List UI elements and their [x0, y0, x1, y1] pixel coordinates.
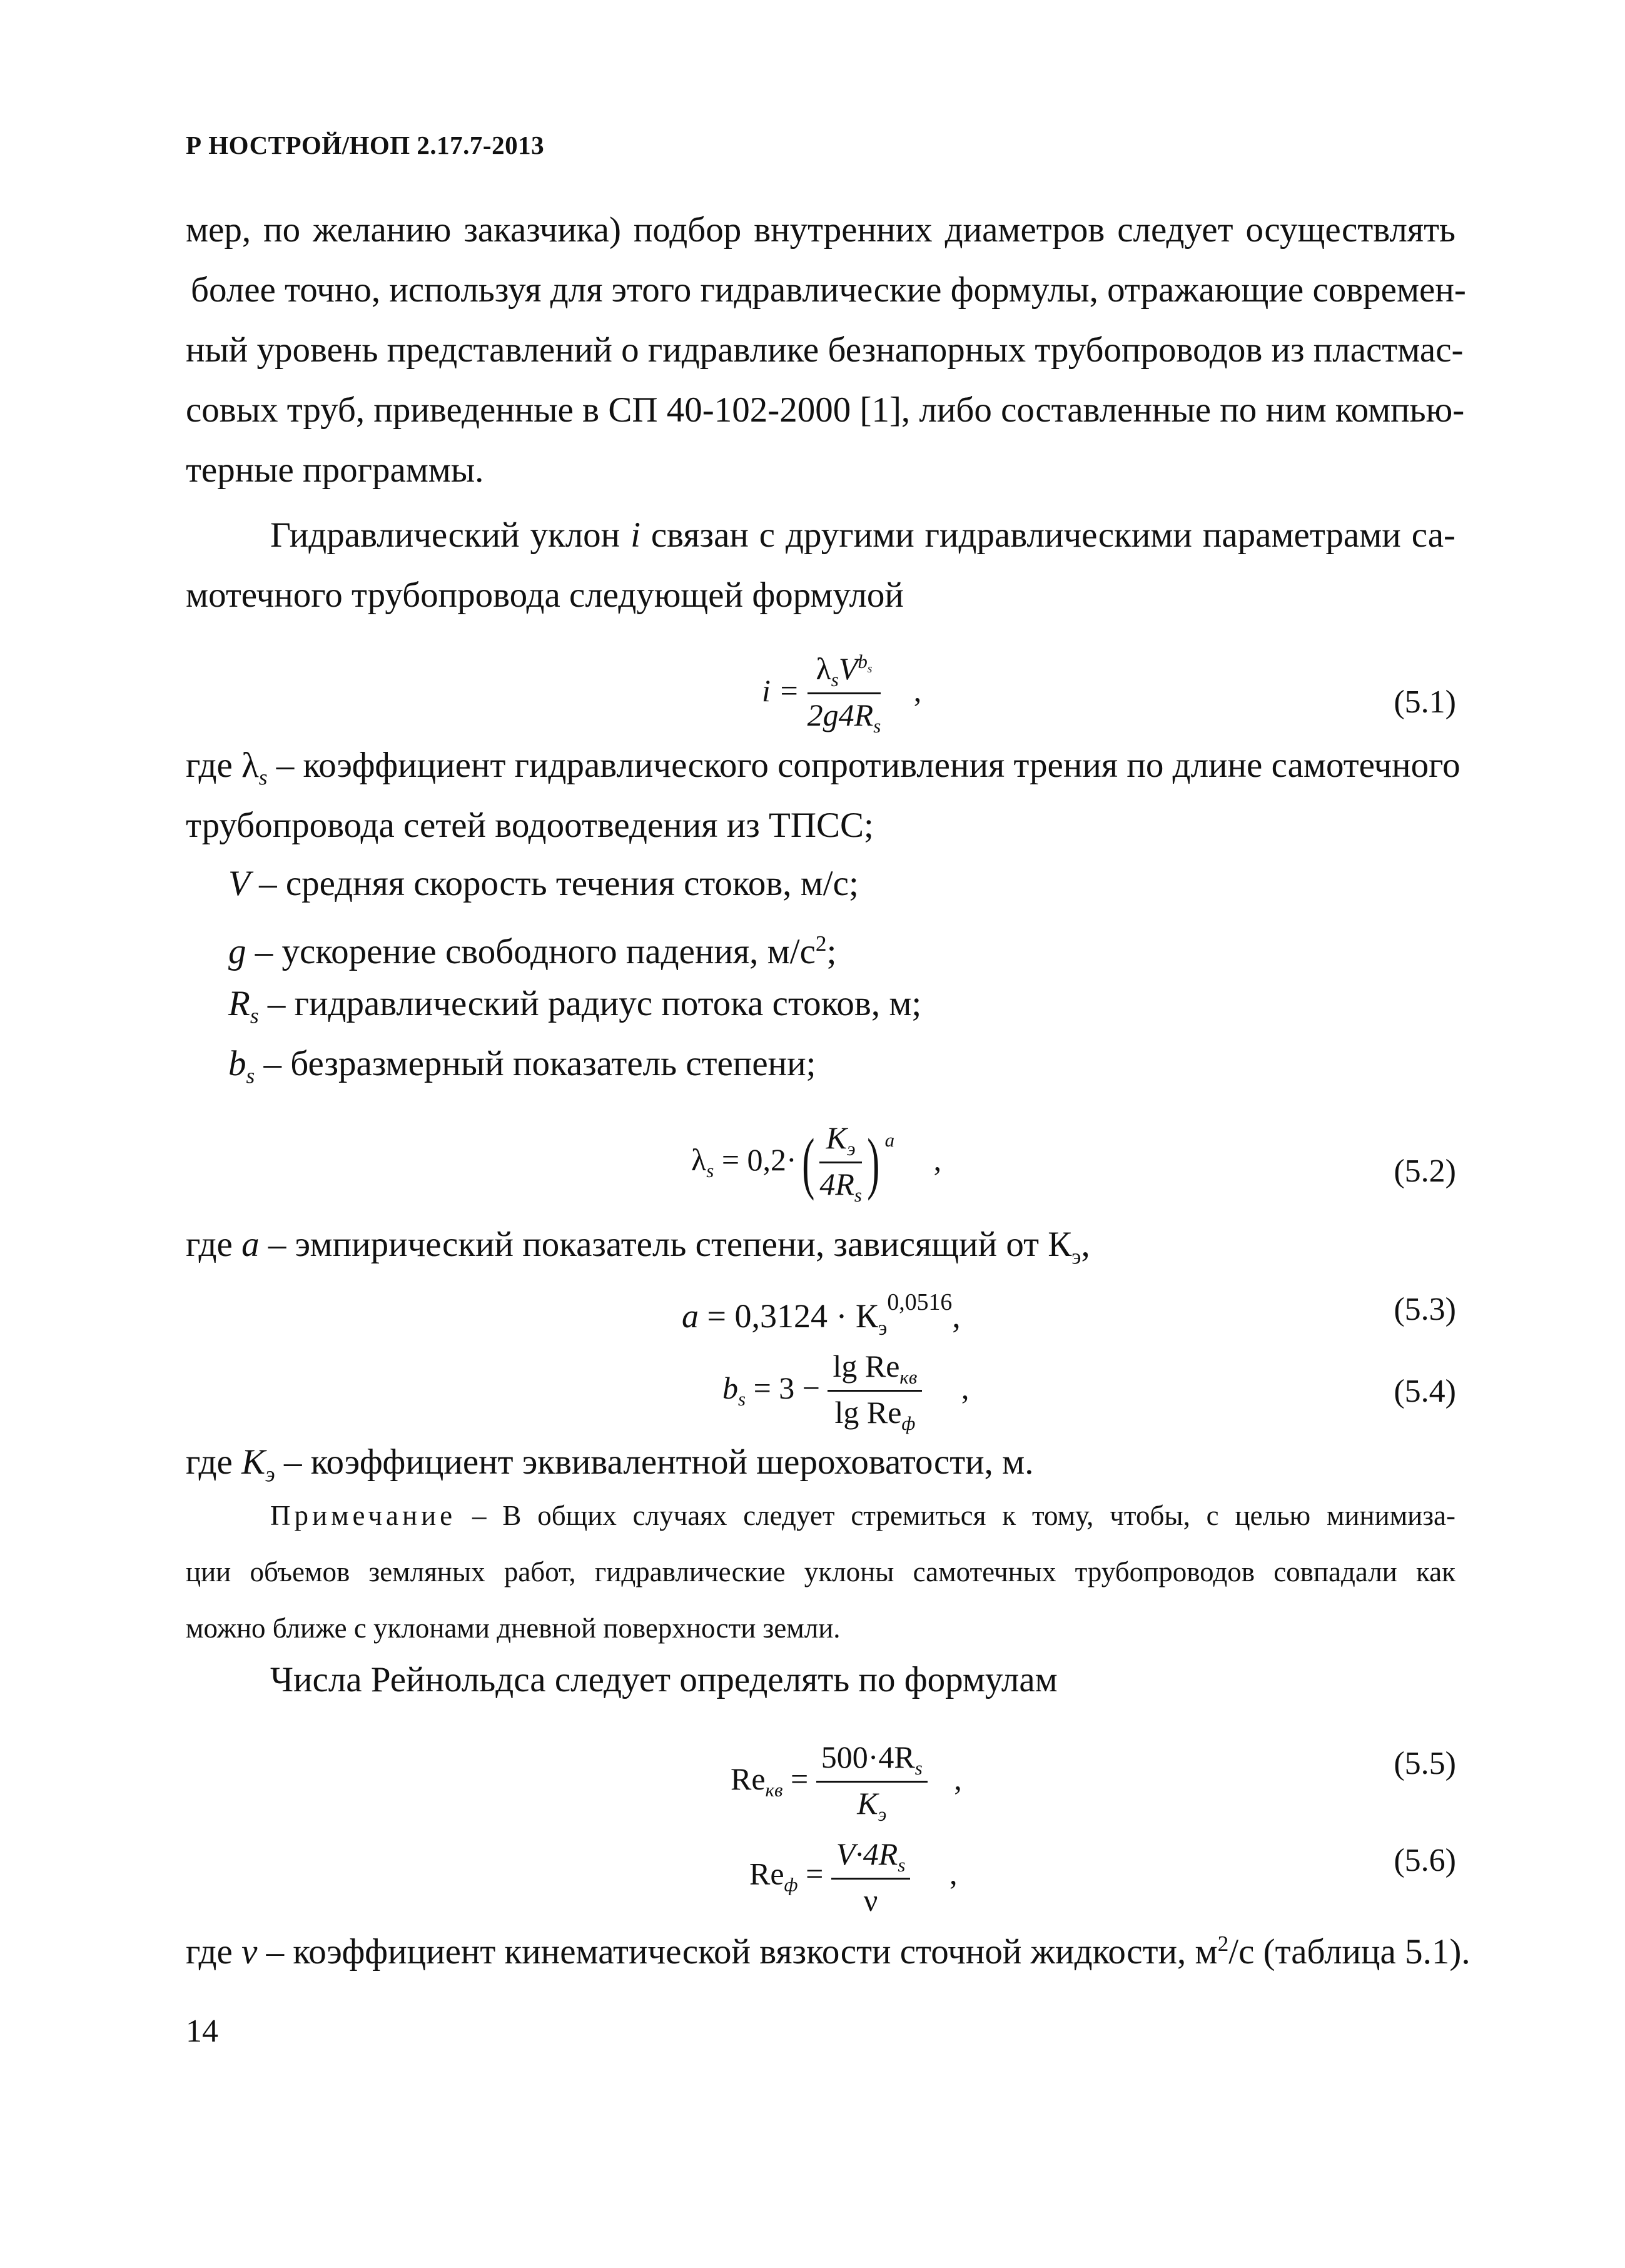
- sub: s: [854, 1184, 862, 1206]
- page-number: 14: [186, 2013, 218, 2049]
- equation-5-6: [749, 1836, 957, 1918]
- sub: ф: [784, 1873, 798, 1896]
- text-line: мер, по желанию заказчика) подбор внутренних диаметров следует осуществлять: [186, 210, 1455, 250]
- text: – эмпирический показатель степени, зависящий от К: [259, 1225, 1072, 1264]
- symbol: V: [228, 864, 250, 903]
- document-header: Р НОСТРОЙ/НОП 2.17.7-2013: [186, 131, 545, 159]
- text: ;: [826, 932, 837, 971]
- eq-lhs: i =: [762, 672, 800, 708]
- text: где: [186, 1225, 242, 1264]
- text-line: Числа Рейнольдса следует определять по формулам: [270, 1660, 1058, 1699]
- text: – коэффициент гидравлического сопротивления трения по длине самотечного: [267, 746, 1460, 785]
- eq-numerator: [831, 1836, 911, 1880]
- sub: s: [914, 1757, 923, 1779]
- num: K: [826, 1120, 847, 1155]
- sub: э: [265, 1462, 275, 1487]
- symbol: b: [722, 1370, 738, 1405]
- comma: ,: [933, 1142, 942, 1177]
- sub: s: [898, 1854, 906, 1876]
- num: 500·4R: [821, 1739, 915, 1774]
- definition-g: [228, 914, 836, 982]
- sub: s: [246, 1063, 255, 1088]
- eq-fraction: [807, 651, 881, 737]
- text: где λ: [186, 746, 259, 785]
- symbol: a: [682, 1297, 699, 1335]
- sub: э: [878, 1316, 888, 1340]
- sup: b: [858, 651, 868, 673]
- text-line: трубопровода сетей водоотведения из ТПСС;: [186, 806, 874, 845]
- symbol-i: i: [630, 515, 640, 555]
- text-line: [186, 1914, 1471, 1982]
- eq-body: = 0,3124 · К: [699, 1297, 878, 1335]
- exponent: 0,0516: [887, 1289, 953, 1315]
- equation-number: (5.3): [1394, 1292, 1456, 1327]
- note-line: [270, 1487, 1455, 1544]
- equation-number: (5.5): [1394, 1746, 1456, 1781]
- text-line: совых труб, приведенные в СП 40-102-2000 [1], либо составленные по ним компью-: [186, 390, 1465, 430]
- eq-fraction: [828, 1348, 922, 1435]
- definition-b: [228, 1034, 816, 1106]
- sup: 2: [815, 931, 827, 956]
- sub: s: [873, 715, 881, 737]
- lambda: λ: [691, 1142, 707, 1177]
- symbol: a: [241, 1225, 260, 1264]
- sub: э: [846, 1138, 856, 1160]
- text-line: мотечного трубопровода следующей формулой: [186, 575, 904, 615]
- num: lg Re: [833, 1349, 900, 1384]
- note-line: ции объемов земляных работ, гидравлические уклоны самотечных трубопроводов совпадали как: [186, 1556, 1455, 1587]
- comma: ,: [952, 1297, 961, 1335]
- symbol: R: [228, 984, 250, 1023]
- den: lg Re: [834, 1395, 902, 1430]
- comma: ,: [961, 1370, 969, 1405]
- eq-fraction: [819, 1120, 862, 1207]
- equation-number: (5.2): [1394, 1153, 1456, 1189]
- equation-5-1: [762, 651, 921, 737]
- sub: ф: [901, 1412, 916, 1434]
- text: /с (таблица 5.1).: [1228, 1932, 1471, 1972]
- eq-op: =: [782, 1761, 809, 1796]
- eq-fraction: [831, 1836, 911, 1918]
- eq-fraction: [816, 1739, 928, 1826]
- text-line: более точно, используя для этого гидравлические формулы, отражающие современ-: [191, 270, 1466, 310]
- sub: s: [258, 765, 268, 790]
- sub: s: [867, 662, 873, 676]
- eq-denominator: [807, 694, 881, 737]
- text-line: [270, 505, 1455, 565]
- den: 2g4R: [807, 697, 874, 732]
- sub: кв: [765, 1778, 783, 1801]
- text: где: [186, 1932, 242, 1972]
- sub: s: [250, 1003, 259, 1028]
- equation-number: (5.4): [1394, 1374, 1456, 1409]
- sub: s: [738, 1387, 746, 1410]
- eq-op: = 3 −: [746, 1370, 820, 1405]
- eq-numerator: [807, 651, 881, 694]
- sub: s: [831, 669, 839, 691]
- eq-op: = 0,2·: [714, 1142, 797, 1177]
- text: – ускорение свободного падения, м/с: [246, 932, 816, 971]
- equation-5-2: [691, 1120, 941, 1207]
- definition-v: [228, 854, 859, 914]
- comma: ,: [949, 1856, 958, 1891]
- paren-left: (: [801, 1125, 815, 1201]
- eq-denominator: [816, 1783, 928, 1826]
- lambda: λ: [816, 651, 831, 686]
- eq-denominator: ν: [863, 1883, 878, 1918]
- text: ,: [1081, 1225, 1090, 1264]
- v: V: [838, 651, 858, 686]
- symbol: g: [228, 932, 246, 971]
- comma: ,: [913, 672, 922, 708]
- exponent: a: [884, 1128, 895, 1151]
- sub: кв: [899, 1366, 918, 1388]
- equation-5-3: [682, 1288, 961, 1340]
- sub: э: [1071, 1244, 1081, 1269]
- symbol: v: [241, 1932, 258, 1972]
- eq-denominator: [819, 1163, 862, 1207]
- text: – средняя скорость течения стоков, м/с;: [250, 864, 859, 903]
- text: – В общих случаях следует стремиться к тому, чтобы, с целью минимиза-: [456, 1500, 1455, 1531]
- den: 4R: [819, 1167, 854, 1202]
- eq-denominator: [828, 1392, 922, 1435]
- text-line: ный уровень представлений о гидравлике безнапорных трубопроводов из пластмас-: [186, 330, 1464, 370]
- text: Гидравлический уклон: [270, 515, 620, 555]
- num: V·4R: [836, 1836, 898, 1871]
- den: K: [857, 1786, 878, 1821]
- text-line: терные программы.: [186, 450, 484, 490]
- text: – коэффициент эквивалентной шероховатости, м.: [275, 1442, 1034, 1482]
- eq-op: =: [797, 1856, 824, 1891]
- text: – коэффициент кинематической вязкости сточной жидкости, м: [257, 1932, 1218, 1972]
- eq-numerator: [819, 1120, 862, 1163]
- sub: э: [878, 1803, 887, 1825]
- text: связан с другими гидравлическими параметрами са-: [651, 515, 1456, 555]
- eq-numerator: [816, 1739, 928, 1783]
- sub: s: [706, 1159, 714, 1182]
- text: – гидравлический радиус потока стоков, м;: [258, 984, 922, 1023]
- symbol: b: [228, 1044, 246, 1083]
- text-line: [186, 1215, 1455, 1287]
- text: где: [186, 1442, 242, 1482]
- text: – безразмерный показатель степени;: [255, 1044, 816, 1083]
- sup: 2: [1217, 1931, 1229, 1956]
- re: Re: [749, 1856, 784, 1891]
- eq-numerator: [828, 1348, 922, 1392]
- equation-number: (5.6): [1394, 1843, 1456, 1878]
- equation-number: (5.1): [1394, 684, 1456, 720]
- equation-5-5: [731, 1739, 962, 1826]
- re: Re: [731, 1761, 766, 1796]
- comma: ,: [954, 1761, 962, 1796]
- equation-5-4: [722, 1348, 969, 1435]
- symbol: K: [241, 1442, 266, 1482]
- note-line: можно ближе с уклонами дневной поверхности земли.: [186, 1612, 841, 1644]
- note-label: Примечание: [270, 1500, 457, 1531]
- paren-right: ): [867, 1125, 880, 1201]
